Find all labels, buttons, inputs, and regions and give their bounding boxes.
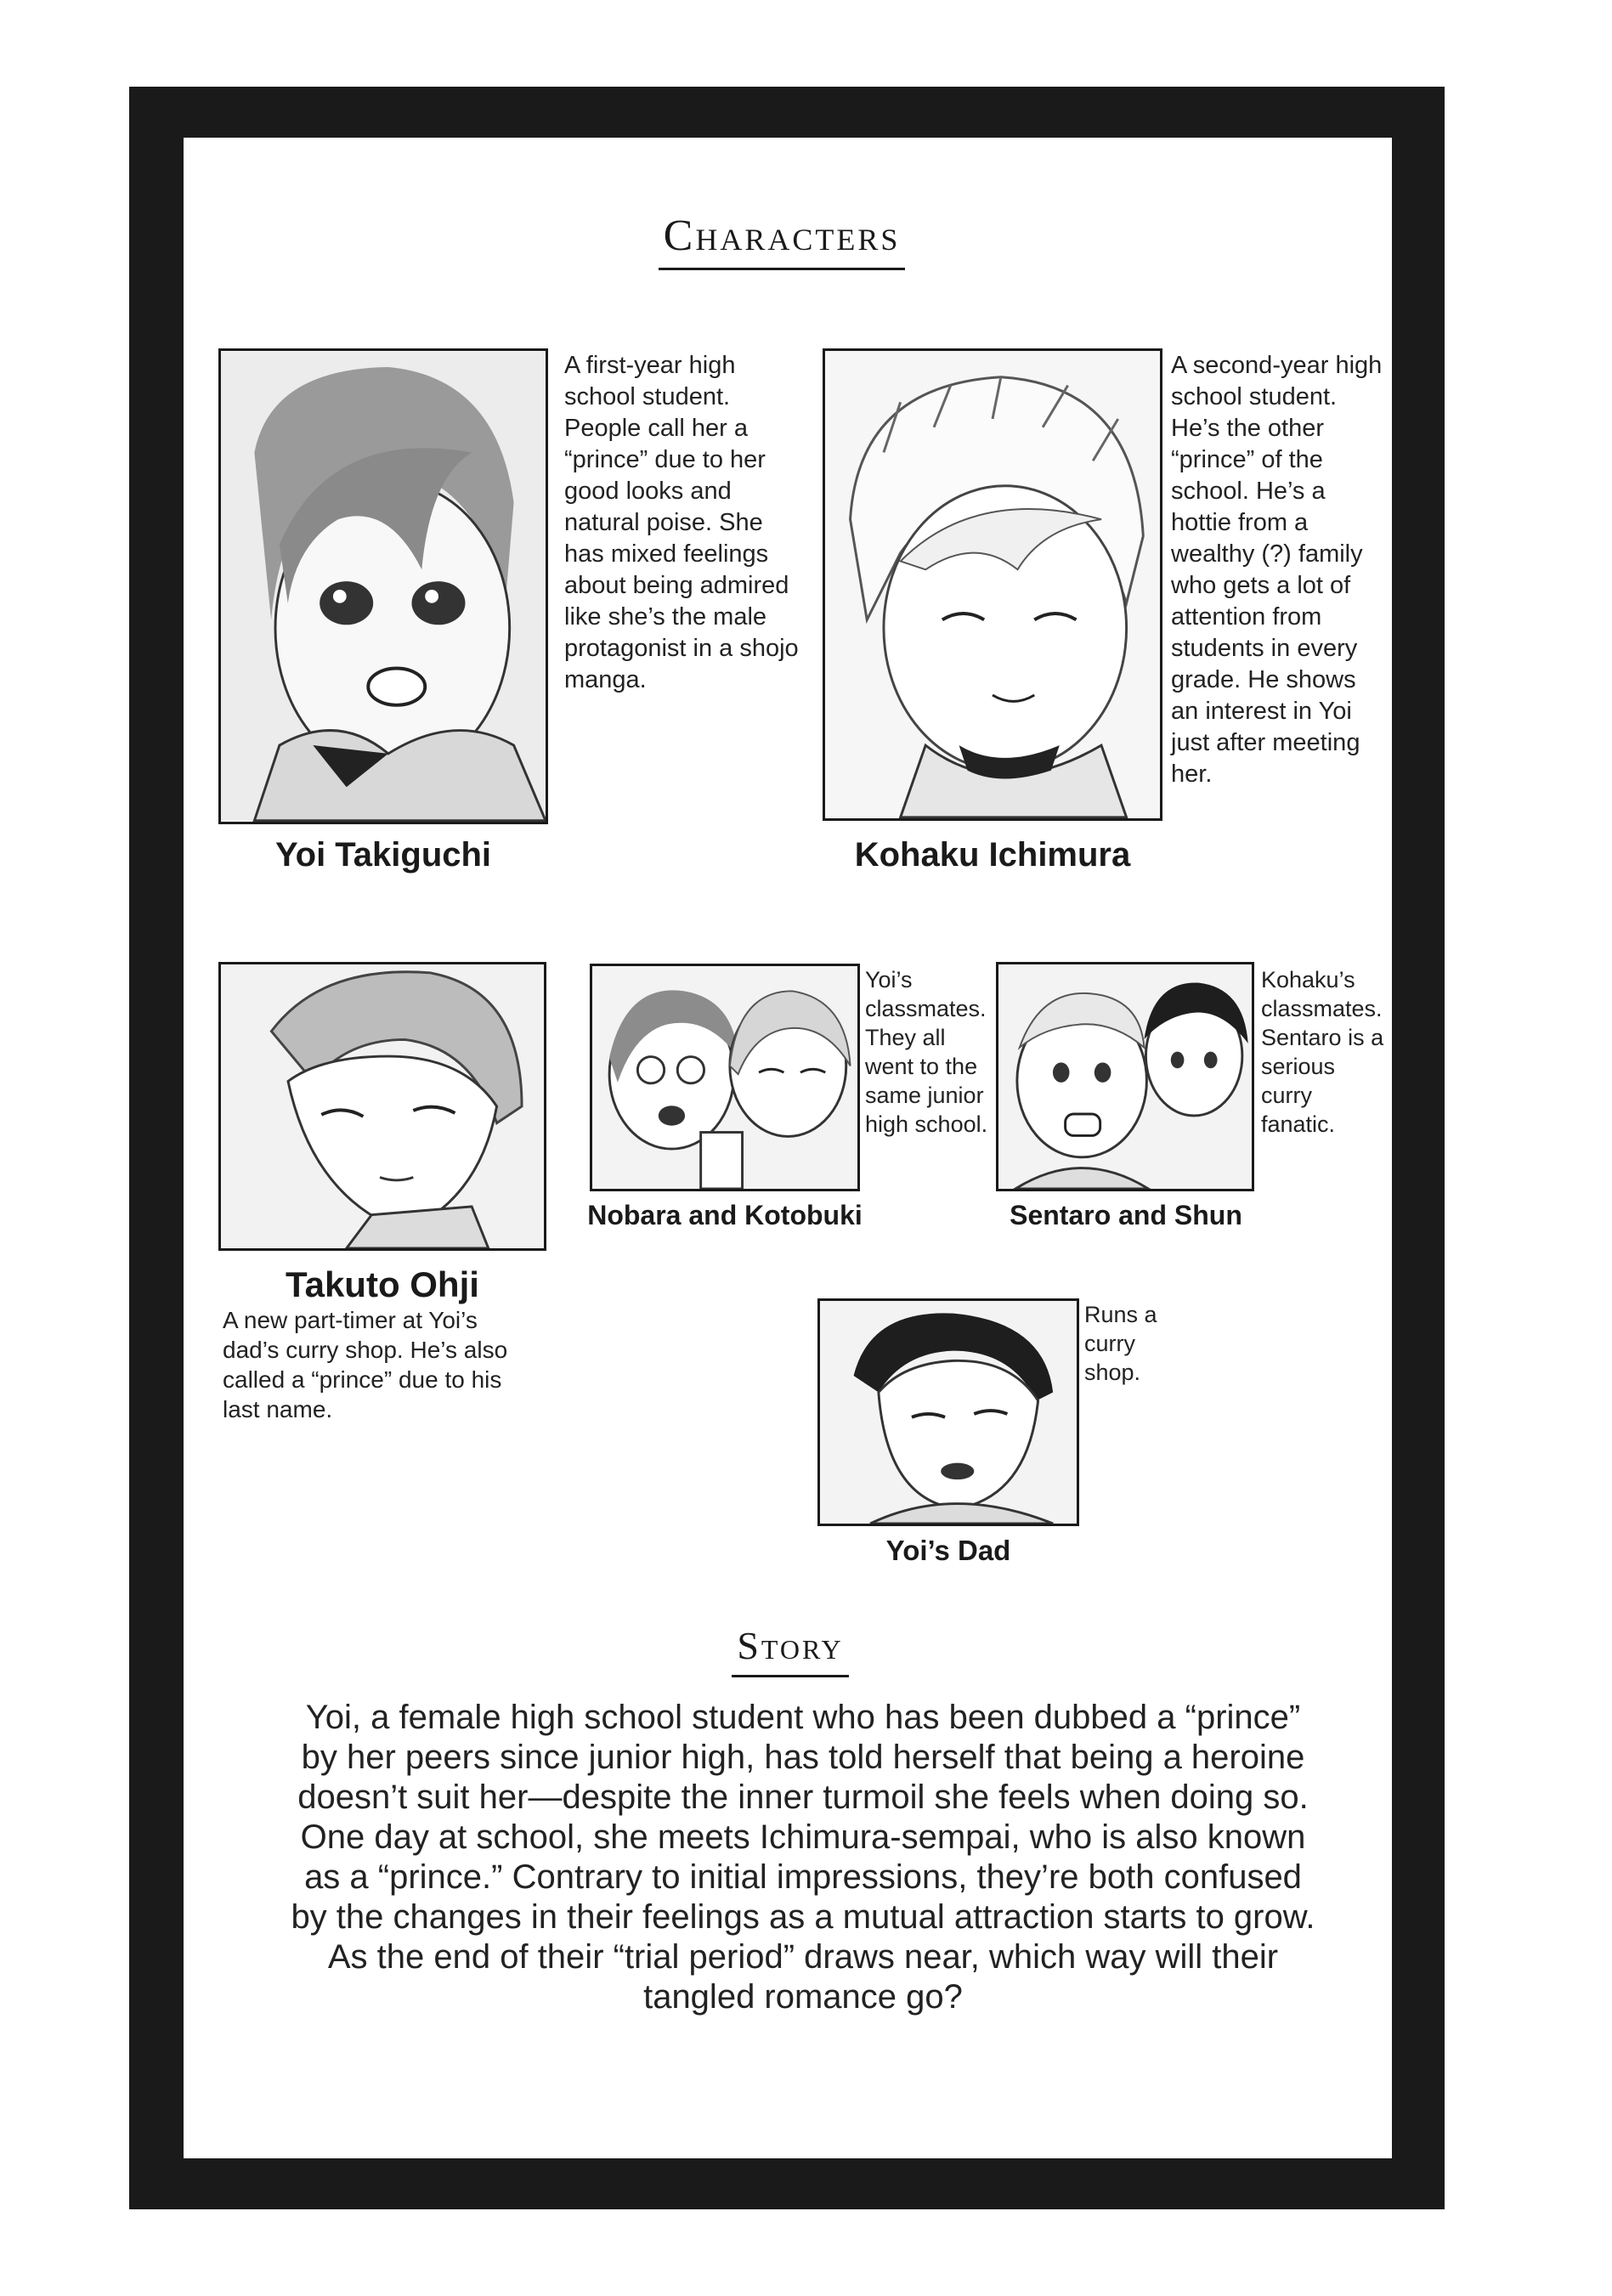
takuto-description: A new part-timer at Yoi’s dad’s curry shop. He’s also called a “prince” due to his last name. <box>223 1307 508 1422</box>
story-line: tangled romance go? <box>643 1978 963 2016</box>
takuto-illustration <box>221 964 544 1248</box>
yoi-portrait <box>218 348 548 824</box>
story-line: As the end of their “trial period” draws near, which way will their <box>327 1938 1279 1976</box>
kohaku-name: Kohaku Ichimura <box>854 836 1131 874</box>
story-line: as a “prince.” Contrary to initial impressions, they’re both confused <box>304 1858 1302 1896</box>
nobara-kotobuki-name: Nobara and Kotobuki <box>587 1200 863 1230</box>
characters-heading-text: Characters <box>659 211 906 270</box>
yoi-name: Yoi Takiguchi <box>274 836 492 874</box>
yoi-illustration <box>221 351 546 822</box>
characters-heading <box>595 211 969 270</box>
kohaku-description: A second-year high school student. He’s the other “prince” of the school. He’s a hottie from a wealthy (?) family who gets a lot of attention from students in every grade. He shows an interest in Yoi just after meeting her. <box>1171 352 1383 788</box>
story-heading <box>663 1623 918 1677</box>
takuto-portrait <box>218 962 546 1251</box>
yoi-description: A first-year high school student. People call her a “prince” due to her good looks and natural poise. She has mixed feelings about being admired like she’s the male protagonist in a shojo manga. <box>564 352 799 693</box>
nobara-kotobuki-illustration <box>592 966 857 1189</box>
dad-portrait <box>817 1298 1079 1526</box>
dad-description: Runs a curry shop. <box>1084 1302 1157 1385</box>
takuto-name: Takuto Ohji <box>286 1264 479 1304</box>
kohaku-portrait <box>823 348 1162 821</box>
sentaro-shun-name: Sentaro and Shun <box>1010 1200 1242 1230</box>
nobara-kotobuki-description: Yoi’s classmates. They all went to the same junior high school. <box>865 967 988 1137</box>
story-line: Yoi, a female high school student who has been dubbed a “prince” <box>305 1699 1301 1736</box>
dad-name: Yoi’s Dad <box>885 1535 1011 1566</box>
story-line: One day at school, she meets Ichimura-sempai, who is also known <box>300 1818 1306 1856</box>
sentaro-shun-portrait <box>996 962 1254 1191</box>
sentaro-shun-illustration <box>998 964 1252 1189</box>
story-line: by her peers since junior high, has told herself that being a heroine <box>301 1739 1305 1776</box>
story-line: doesn’t suit her—despite the inner turmoil she feels when doing so. <box>297 1779 1309 1816</box>
dad-illustration <box>820 1301 1077 1524</box>
story-line: by the changes in their feelings as a mutual attraction starts to grow. <box>291 1898 1315 1936</box>
story-text <box>263 1698 1343 2017</box>
kohaku-illustration <box>825 351 1160 818</box>
nobara-kotobuki-portrait <box>590 964 860 1191</box>
sentaro-shun-description: Kohaku’s classmates. Sentaro is a serious curry fanatic. <box>1261 967 1384 1137</box>
story-heading-text: Story <box>732 1623 848 1677</box>
